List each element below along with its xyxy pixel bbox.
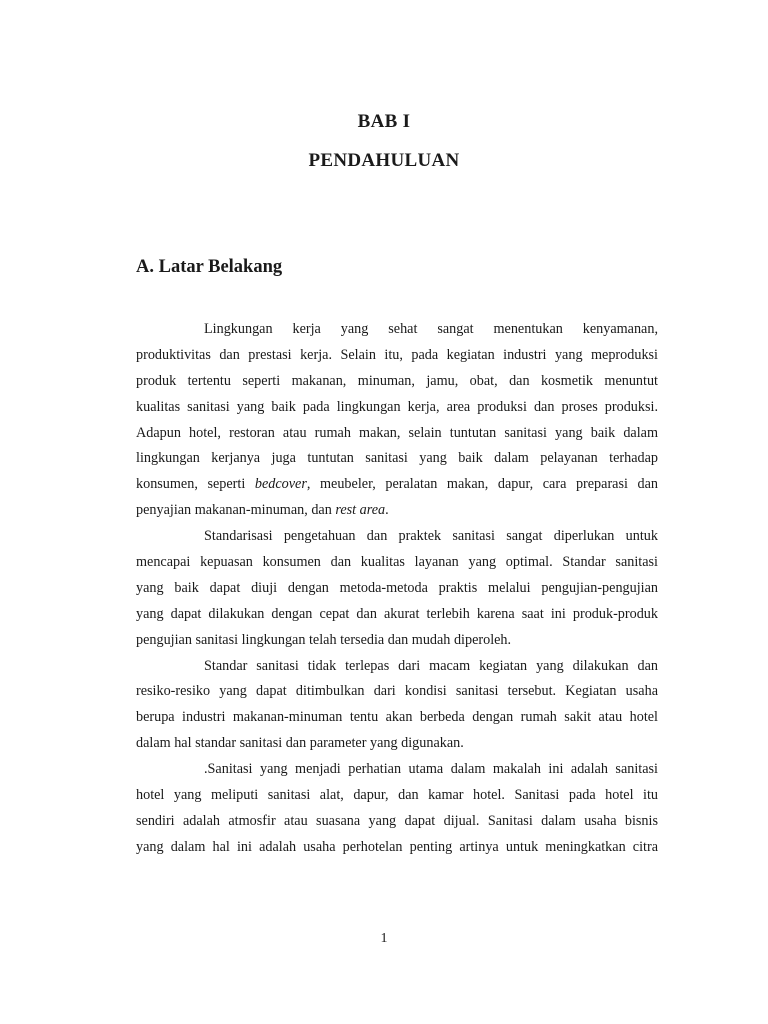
paragraph-1-line-2: produktivitas dan prestasi kerja. Selain itu, pada kegiatan industri yang meproduksi (136, 346, 658, 363)
paragraph-2-line-2: mencapai kepuasan konsumen dan kualitas layanan yang optimal. Standar sanitasi (136, 554, 658, 571)
body-text (136, 317, 658, 861)
page-number: 1 (380, 931, 388, 946)
paragraph-3-line-3: berupa industri makanan-minuman tentu akan berbeda dengan rumah sakit atau hotel (136, 709, 658, 726)
paragraph-3-line-1: Standar sanitasi tidak terlepas dari macam kegiatan yang dilakukan dan (204, 657, 658, 674)
chapter-label: BAB I (357, 111, 411, 132)
chapter-title: PENDAHULUAN (308, 150, 460, 171)
paragraph-1-line-3: produk tertentu seperti makanan, minuman, jamu, obat, dan kosmetik menuntut (136, 372, 658, 389)
section-heading: A. Latar Belakang (136, 257, 283, 277)
paragraph-1-line-7 (136, 472, 658, 498)
paragraph-4-line-1: .Sanitasi yang menjadi perhatian utama dalam makalah ini adalah sanitasi (204, 761, 658, 778)
paragraph-2-line-5: pengujian sanitasi lingkungan telah tersedia dan mudah diperoleh. (136, 631, 512, 648)
paragraph-2-line-3: yang baik dapat diuji dengan metoda-metoda praktis melalui pengujian-pengujian (136, 579, 658, 596)
paragraph-1-line-8 (136, 498, 658, 524)
line-text: . (385, 502, 389, 519)
paragraph-4-line-3: sendiri adalah atmosfir atau suasana yang dapat dijual. Sanitasi dalam usaha bisnis (136, 812, 658, 829)
paragraph-4-line-4: yang dalam hal ini adalah usaha perhotelan penting artinya untuk meningkatkan citra (136, 838, 658, 855)
paragraph-3-line-4: dalam hal standar sanitasi dan parameter yang digunakan. (136, 735, 464, 752)
paragraph-1-line-4: kualitas sanitasi yang baik pada lingkungan kerja, area produksi dan proses produksi. (136, 398, 658, 415)
paragraph-2-line-1: Standarisasi pengetahuan dan praktek sanitasi sangat diperlukan untuk (204, 528, 658, 545)
paragraph-4-line-2: hotel yang meliputi sanitasi alat, dapur, dan kamar hotel. Sanitasi pada hotel itu (136, 787, 658, 804)
paragraph-3-line-2: resiko-resiko yang dapat ditimbulkan dari kondisi sanitasi tersebut. Kegiatan usaha (136, 683, 658, 700)
paragraph-1-line-1: Lingkungan kerja yang sehat sangat menentukan kenyamanan, (204, 321, 658, 337)
italic-term-bedcover: bedcover (254, 476, 307, 493)
paragraph-1-line-6: lingkungan kerjanya juga tuntutan sanitasi yang baik dalam pelayanan terhadap (136, 450, 658, 467)
paragraph-1-line-5: Adapun hotel, restoran atau rumah makan, selain tuntutan sanitasi yang baik dalam (136, 424, 658, 441)
italic-term-rest-area: rest area (335, 502, 386, 519)
paragraph-2-line-4: yang dapat dilakukan dengan cepat dan akurat terlebih karena saat ini produk-produk (136, 605, 658, 622)
line-text: konsumen, seperti (136, 476, 255, 493)
line-text: penyajian makanan-minuman, dan (136, 502, 336, 519)
line-text: , meubeler, peralatan makan, dapur, cara preparasi dan (306, 476, 659, 493)
